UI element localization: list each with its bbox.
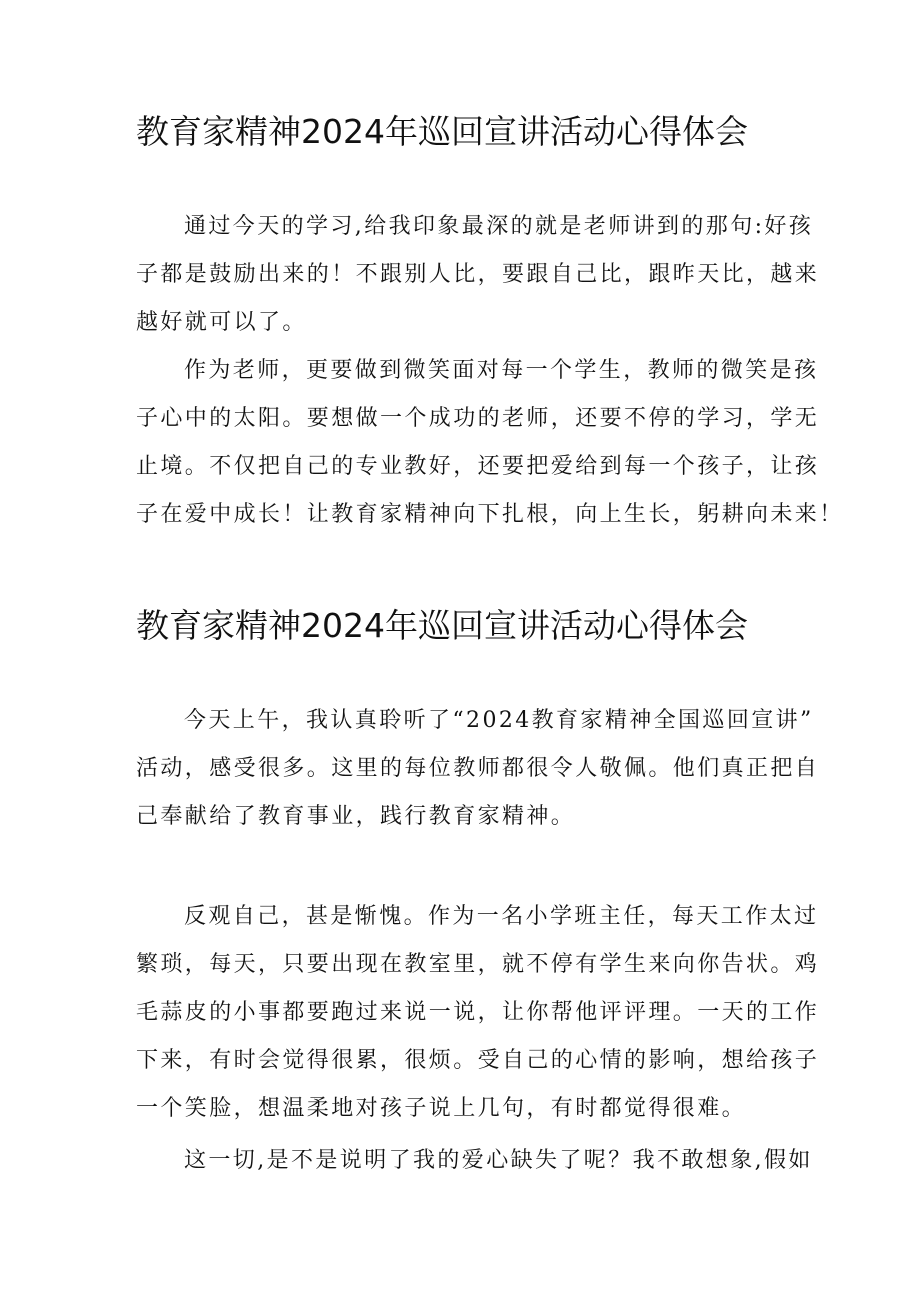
paragraph-line: 通过今天的学习,给我印象最深的就是老师讲到的那句:好孩	[184, 214, 814, 239]
paragraph-line: 作为老师，更要做到微笑面对每一个学生，教师的微笑是孩	[184, 358, 819, 383]
paragraph-line: 越好就可以了。	[136, 310, 307, 335]
section-2-paragraph-2	[136, 893, 820, 1133]
section-2-paragraph-1	[136, 697, 820, 841]
section-1-title: 教育家精神2024年巡回宣讲活动心得体会	[136, 112, 748, 151]
paragraph-line: 这一切,是不是说明了我的爱心缺失了呢？我不敢想象,假如	[184, 1148, 813, 1173]
paragraph-line: 一个笑脸，想温柔地对孩子说上几句，有时都觉得很难。	[136, 1096, 747, 1121]
paragraph-line: 毛蒜皮的小事都要跑过来说一说，让你帮他评评理。一天的工作	[136, 1000, 820, 1025]
paragraph-line: 己奉献给了教育事业，践行教育家精神。	[136, 804, 576, 829]
paragraph-line: 活动，感受很多。这里的每位教师都很令人敬佩。他们真正把自	[136, 756, 820, 781]
paragraph-line: 今天上午，我认真聆听了“2024教育家精神全国巡回宣讲”	[184, 708, 814, 733]
paragraph-line: 子在爱中成长！让教育家精神向下扎根，向上生长，躬耕向未来！	[136, 502, 844, 527]
section-1-paragraph-1	[136, 203, 820, 347]
paragraph-line: 反观自己，甚是惭愧。作为一名小学班主任，每天工作太过	[184, 904, 819, 929]
section-1-paragraph-2	[136, 347, 844, 539]
section-2-paragraph-3	[136, 1137, 813, 1185]
paragraph-line: 下来，有时会觉得很累，很烦。受自己的心情的影响，想给孩子	[136, 1048, 820, 1073]
paragraph-line: 子心中的太阳。要想做一个成功的老师，还要不停的学习，学无	[136, 406, 820, 431]
paragraph-line: 止境。不仅把自己的专业教好，还要把爱给到每一个孩子，让孩	[136, 454, 820, 479]
section-2-title: 教育家精神2024年巡回宣讲活动心得体会	[136, 606, 748, 645]
paragraph-line: 繁琐，每天，只要出现在教室里，就不停有学生来向你告状。鸡	[136, 952, 820, 977]
paragraph-line: 子都是鼓励出来的！不跟别人比，要跟自己比，跟昨天比，越来	[136, 262, 820, 287]
